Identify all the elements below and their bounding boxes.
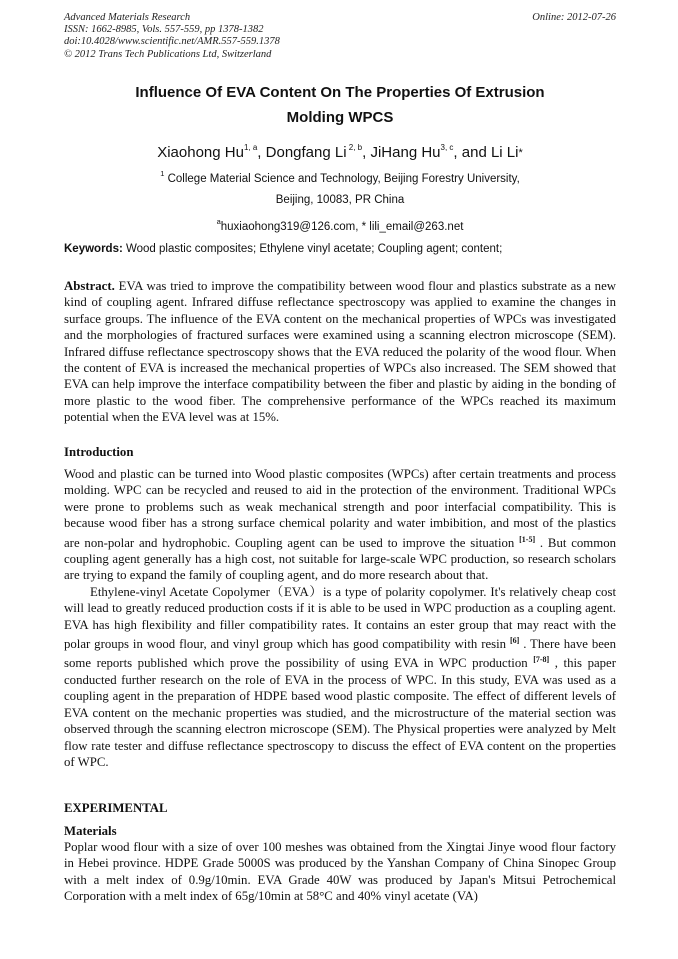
- author-name: Dongfang Li: [265, 144, 347, 161]
- citation: [1-5]: [519, 534, 536, 544]
- keywords: [64, 242, 616, 257]
- email-addresses: huxiaohong319@126.com, * lili_email@263.net: [220, 221, 464, 233]
- intro-text: Ethylene-vinyl Acetate Copolymer（EVA）is a type of polarity copolymer. It's relatively cheap cost will lead to greatly reduced production costs if it is able to be used in WPC production as a coupling agent. EVA has high flexibility and filler compatibility rates. It contains an ester group that may react with the polar groups in wood flour, and vinyl group which has good compatibility with resin: [64, 584, 616, 652]
- intro-paragraph-1: [64, 466, 616, 584]
- abstract-label: Abstract.: [64, 279, 115, 293]
- author-affil-mark: 1, a: [243, 143, 258, 152]
- author-affil-mark: 3, c: [440, 143, 454, 152]
- citation: [6]: [509, 636, 520, 646]
- title-line-1: Influence Of EVA Content On The Properties Of Extrusion: [135, 84, 545, 101]
- author-name: Xiaohong Hu: [157, 144, 244, 161]
- author-separator: ,: [257, 144, 266, 161]
- author-name: Li Li: [490, 144, 519, 161]
- abstract-text: EVA was tried to improve the compatibility between wood flour and plastics substrate as a new kind of coupling agent. Infrared diffuse reflectance spectroscopy was applied to examine the changes in surface groups. The influence of the EVA content on the mechanical properties of WPCs was investigated and the morphologies of fractured surfaces were examined using a scanning electron microscope (SEM). Infrared diffuse reflectance spectroscopy shows that the EVA reduced the polarity of the wood flour. When the content of EVA is increased the mechanical properties of WPCs also increased. The SEM showed that EVA can help improve the interface compatibility between the fiber and plastic by aiding in the bonding of more plastic to the wood fiber. The comprehensive performance of the WPCs reached its maximum potential when the EVA level was at 15%.: [64, 279, 616, 425]
- keywords-text: Wood plastic composites; Ethylene vinyl acetate; Coupling agent; content;: [122, 243, 503, 255]
- journal-header: [64, 12, 616, 61]
- author-separator: ,: [362, 144, 371, 161]
- affiliation-line-2: Beijing, 10083, PR China: [275, 194, 405, 206]
- affiliation-text: College Material Science and Technology, Beijing Forestry University,: [164, 173, 520, 185]
- abstract: [64, 278, 616, 426]
- email-line: [64, 211, 616, 238]
- affiliation-line-1: [64, 163, 616, 190]
- affiliation-mark: 1: [160, 169, 165, 178]
- introduction-heading: Introduction: [64, 445, 134, 459]
- title-line-2: Molding WPCS: [286, 109, 394, 126]
- paper-title: [64, 80, 616, 130]
- intro-text: , this paper conducted further research on the role of EVA in the process of WPC. In this study, EVA was used as a coupling agent in the preparation of HDPE based wood plastic composite. The effect of different levels of EVA content on the mechanic properties was studied, and the microstructure of the material section was observed through the scanning electron microscope (SEM). The Physical properties were analyzed by Melt flow rate tester and diffuse reflectance spectroscopy to discuss the effect of EVA content on the properties of WPC.: [64, 656, 616, 769]
- author-list: [64, 138, 616, 163]
- affiliation-block: [64, 163, 616, 238]
- citation: [7-8]: [533, 655, 550, 665]
- journal-name: Advanced Materials Research: [64, 12, 191, 23]
- materials-body: Poplar wood flour with a size of over 100 meshes was obtained from the Xingtai Jinye wood flour factory in Hebei province. HDPE Grade 5000S was produced by the Yanshan Company of China Sinopec Group with a melt index of 0.9g/10min. EVA Grade 40W was produced by Japan's Mitsui Petrochemical Corporation with a melt index of 65g/10min at 58°C and 40% vinyl acetate (VA): [64, 840, 616, 904]
- intro-text: . But common coupling agent generally has a high cost, not suitable for large-scale WPC production, so research scholars are trying to expand the family of coupling agent, and do more research about that.: [64, 535, 616, 583]
- corresponding-mark: *: [518, 147, 523, 159]
- online-date: Online: 2012-07-26: [532, 12, 616, 23]
- author-affil-mark: 2, b: [346, 143, 363, 152]
- email-mark: a: [216, 217, 221, 226]
- introduction-body: [64, 466, 616, 770]
- intro-text: Wood and plastic can be turned into Wood plastic composites (WPCs) after certain treatments and process molding. WPC can be recycled and reused to aid in the protection of the environment. Traditional WPCs were prone to problems such as weak mechanical strength and poor interfacial compatibility. This is because wood fiber has a strong surface chemical polarity and water imbibition, and most of the plastics are non-polar and hydrophobic. Coupling agent can be used to improve the situation: [64, 467, 616, 550]
- author-name: JiHang Hu: [370, 144, 441, 161]
- issn-line: ISSN: 1662-8985, Vols. 557-559, pp 1378-1382: [64, 24, 264, 36]
- doi-line: doi:10.4028/www.scientific.net/AMR.557-559.1378: [64, 36, 280, 48]
- intro-paragraph-2: [64, 584, 616, 770]
- copyright-line: © 2012 Trans Tech Publications Ltd, Switzerland: [64, 48, 272, 60]
- author-separator: , and: [453, 144, 491, 161]
- experimental-heading: EXPERIMENTAL: [64, 801, 168, 815]
- materials-heading: Materials: [64, 824, 117, 838]
- intro-text: . There have been some reports published which prove the possibility of using EVA in WPC production: [64, 637, 616, 671]
- keywords-label: Keywords:: [64, 243, 123, 255]
